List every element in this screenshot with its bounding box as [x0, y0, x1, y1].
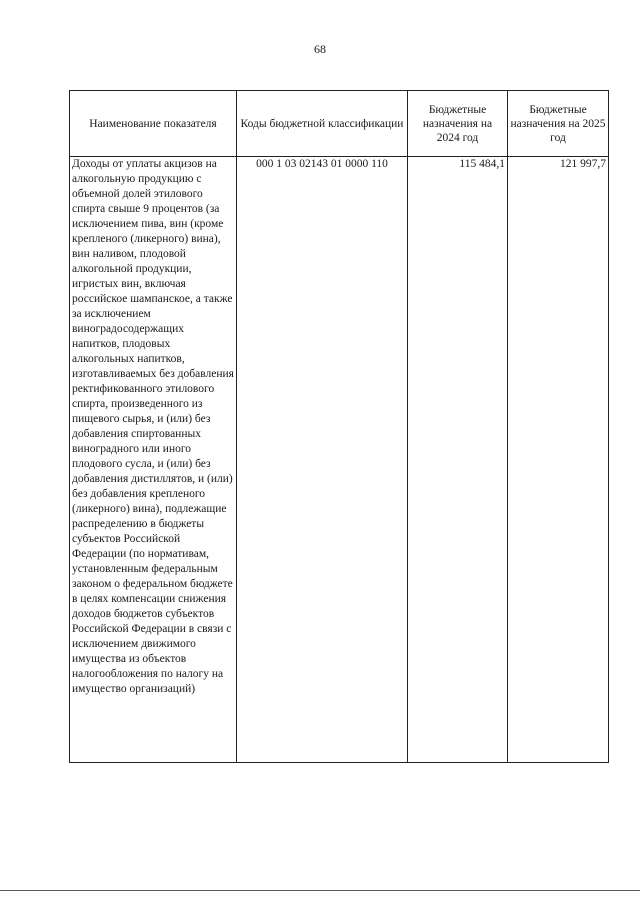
amount-2024-cell: 115 484,1: [408, 157, 508, 763]
budget-table: [69, 90, 609, 763]
page-bottom-divider: [0, 890, 640, 891]
header-budget-2024: Бюджетные назначения на 2024 год: [408, 91, 508, 157]
header-classification-codes: Коды бюджетной классификации: [237, 91, 408, 157]
indicator-name-cell: Доходы от уплаты акцизов на алкогольную продукцию с объемной долей этилового спирта свыше 9 процентов (за исключением пива, вин (кроме крепленого (ликерного) вина), вин наливом, плодовой алкогольной продукции, игристых вин, включая российское шампанское, а также за исключением виноградосодержащих напитков, плодовых алкогольных напитков, изготавливаемых без добавления ректификованного этилового спирта, произведенного из пищевого сырья, и (или) без добавления спиртованных виноградного или иного плодового сусла, и (или) без добавления дистиллятов, и (или) без добавления крепленого (ликерного) вина), подлежащие распределению в бюджеты субъектов Российской Федерации (по нормативам, установленным федеральным законом о федеральном бюджете в целях компенсации снижения доходов бюджетов субъектов Российской Федерации в связи с исключением движимого имущества из объектов налогообложения по налогу на имущество организаций): [70, 157, 237, 763]
table-header-row: [70, 91, 609, 157]
amount-2025-cell: 121 997,7: [508, 157, 609, 763]
header-indicator-name: Наименование показателя: [70, 91, 237, 157]
classification-code-cell: 000 1 03 02143 01 0000 110: [237, 157, 408, 763]
header-budget-2025: Бюджетные назначения на 2025 год: [508, 91, 609, 157]
page-number: 68: [314, 42, 326, 56]
table-row: [70, 157, 609, 763]
